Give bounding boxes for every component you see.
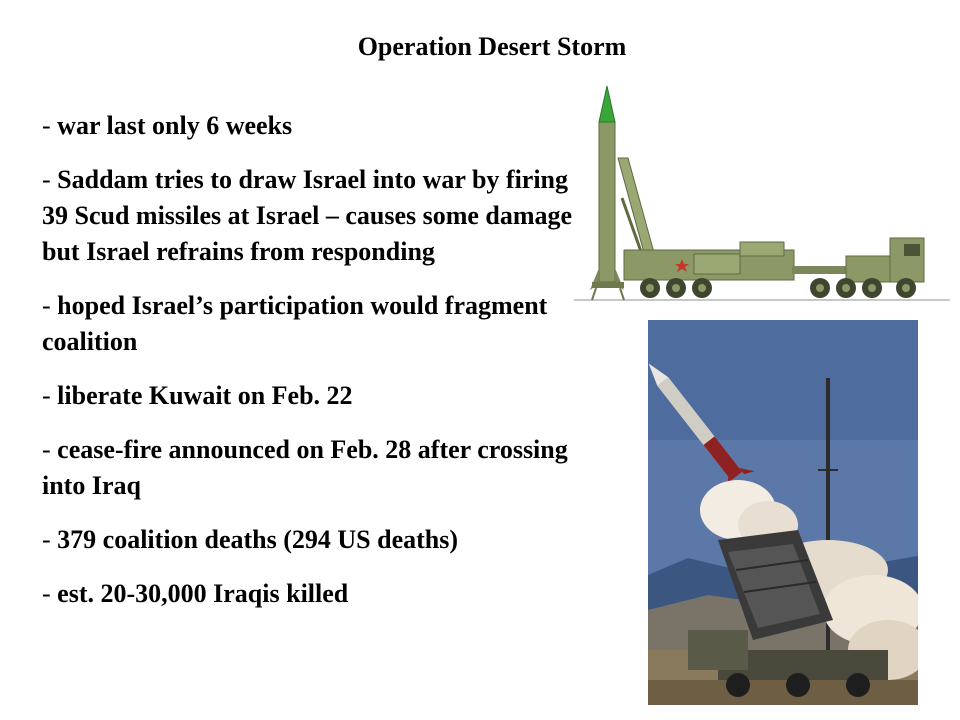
bullet-marker: - <box>42 579 51 608</box>
bullet-item <box>42 108 582 144</box>
bullet-item <box>42 432 582 504</box>
bullet-text: est. 20-30,000 Iraqis killed <box>57 579 349 608</box>
bullet-text: 379 coalition deaths (294 US deaths) <box>57 525 459 554</box>
scud-launcher-illustration <box>574 78 950 306</box>
bullet-item <box>42 378 582 414</box>
slide-title: Operation Desert Storm <box>357 32 627 61</box>
bullet-item <box>42 288 582 360</box>
bullet-text: Saddam tries to draw Israel into war by firing 39 Scud missiles at Israel – causes some damage but Israel refrains from responding <box>42 165 573 266</box>
bullet-item <box>42 162 582 270</box>
bullet-item <box>42 576 582 612</box>
bullet-marker: - <box>42 291 51 320</box>
bullet-marker: - <box>42 165 51 194</box>
bullet-marker: - <box>42 525 51 554</box>
bullet-text: liberate Kuwait on Feb. 22 <box>57 381 353 410</box>
bullet-marker: - <box>42 435 51 464</box>
bullet-text: war last only 6 weeks <box>57 111 293 140</box>
missile-launch-photo <box>648 320 918 705</box>
bullet-marker: - <box>42 111 51 140</box>
bullet-text: hoped Israel’s participation would fragment coalition <box>42 291 548 356</box>
bullet-text: cease-fire announced on Feb. 28 after crossing into Iraq <box>42 435 568 500</box>
bullet-list <box>42 108 582 630</box>
bullet-item <box>42 522 582 558</box>
bullet-marker: - <box>42 381 51 410</box>
